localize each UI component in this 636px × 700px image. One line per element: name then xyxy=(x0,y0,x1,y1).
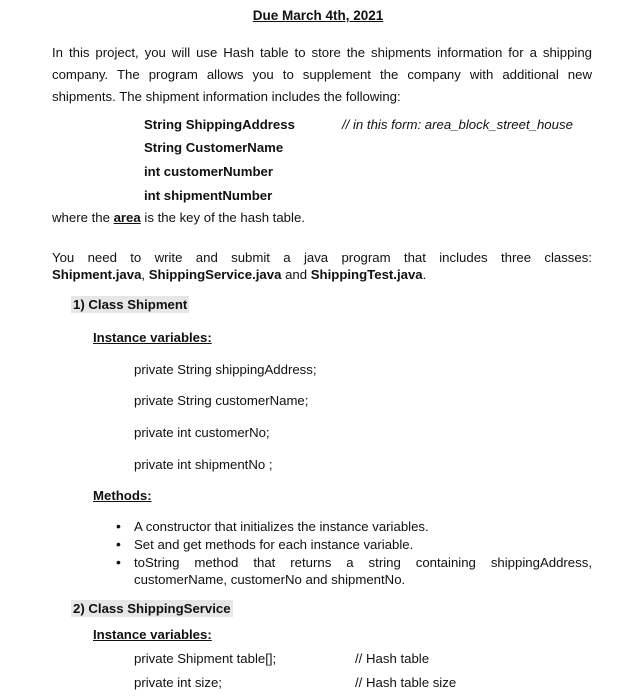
class-shipment-heading: 1) Class Shipment xyxy=(73,297,188,312)
class-shipment-methods-label: Methods: xyxy=(93,488,152,503)
hash-key-note: where the area is the key of the hash table. xyxy=(52,210,305,225)
due-date-heading: Due March 4th, 2021 xyxy=(252,8,384,23)
class-shipping-service-instance-label: Instance variables: xyxy=(93,627,212,642)
method-set-get: • Set and get methods for each instance variable. xyxy=(112,536,592,553)
service-var-table: private Shipment table[]; xyxy=(134,651,277,666)
field-customer-name: String CustomerName xyxy=(144,140,284,155)
field-shipment-number: int shipmentNumber xyxy=(144,188,273,203)
file-shipping-test-java: ShippingTest.java xyxy=(310,267,423,282)
shipment-var-customer-name: private String customerName; xyxy=(134,393,309,408)
submit-line-2: Shipment.java, ShippingService.java and ShippingTest.java. xyxy=(52,267,427,282)
service-var-table-comment: // Hash table xyxy=(355,651,430,666)
shipment-var-address: private String shippingAddress; xyxy=(134,362,317,377)
submit-line-1: You need to write and submit a java program that includes three classes: xyxy=(52,250,592,265)
intro-line-2: company. The program allows you to supplement the company with additional new xyxy=(52,67,592,82)
class-shipping-service-heading: 2) Class ShippingService xyxy=(73,601,231,616)
methods-list xyxy=(112,518,592,589)
method-constructor: • A constructor that initializes the instance variables. xyxy=(112,518,592,535)
field-shipping-address: String ShippingAddress xyxy=(144,117,295,132)
method-tostring-line-1: • toString method that returns a string containing shippingAddress, xyxy=(134,555,592,570)
shipment-var-customer-no: private int customerNo; xyxy=(134,425,270,440)
method-tostring xyxy=(112,554,592,588)
shipment-var-shipment-no: private int shipmentNo ; xyxy=(134,457,273,472)
service-var-size: private int size; xyxy=(134,675,222,690)
class-shipment-instance-label: Instance variables: xyxy=(93,330,212,345)
file-shipment-java: Shipment.java xyxy=(52,267,142,282)
method-tostring-line-2: customerName, customerNo and shipmentNo. xyxy=(134,572,406,587)
file-shipping-service-java: ShippingService.java xyxy=(148,267,282,282)
service-var-size-comment: // Hash table size xyxy=(355,675,457,690)
hash-key-term: area xyxy=(113,210,141,225)
intro-line-3: shipments. The shipment information includes the following: xyxy=(52,89,401,104)
intro-paragraph xyxy=(52,42,592,108)
field-shipping-address-comment: // in this form: area_block_street_house xyxy=(342,117,573,132)
submit-paragraph xyxy=(52,249,592,283)
field-customer-number: int customerNumber xyxy=(144,164,273,179)
intro-line-1: In this project, you will use Hash table to store the shipments information for a shipping xyxy=(52,45,592,60)
